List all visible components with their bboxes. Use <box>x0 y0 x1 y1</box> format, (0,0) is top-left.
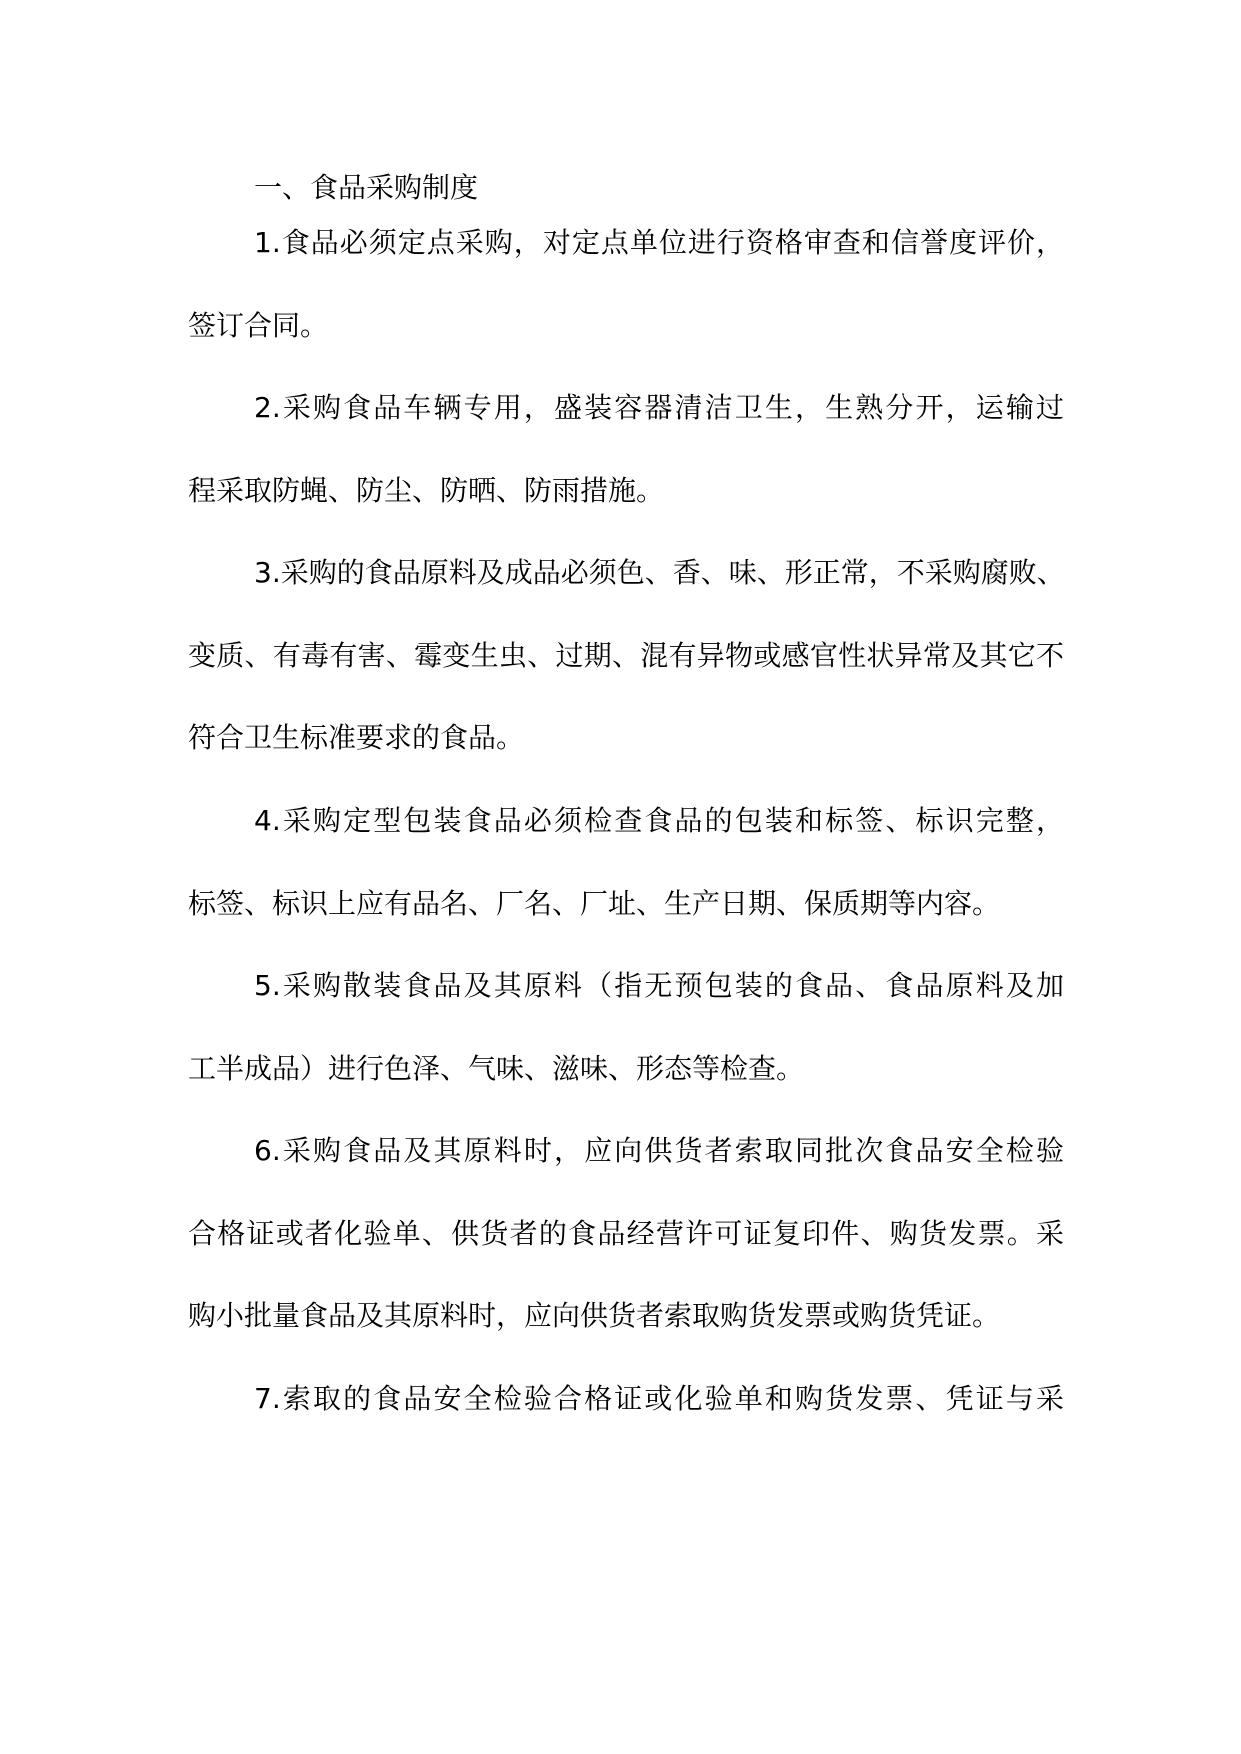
paragraph-3-line-1: 3.采购的食品原料及成品必须色、香、味、形正常，不采购腐败、 <box>254 556 1065 589</box>
paragraph-4-line-2: 标签、标识上应有品名、厂名、厂址、生产日期、保质期等内容。 <box>188 887 1001 920</box>
paragraph-6-line-3: 购小批量食品及其原料时，应向供货者索取购货发票或购货凭证。 <box>188 1299 1001 1332</box>
section-heading: 一、食品采购制度 <box>254 171 479 204</box>
paragraph-6-line-1: 6.采购食品及其原料时，应向供货者索取同批次食品安全检验 <box>254 1134 1064 1167</box>
paragraph-1-line-1: 1.食品必须定点采购，对定点单位进行资格审查和信誉度评价， <box>254 226 1064 259</box>
paragraph-2-line-2: 程采取防蝇、防尘、防晒、防雨措施。 <box>188 474 665 507</box>
paragraph-4-line-1: 4.采购定型包装食品必须检查食品的包装和标签、标识完整， <box>254 804 1064 837</box>
paragraph-3-line-3: 符合卫生标准要求的食品。 <box>188 721 525 754</box>
paragraph-7-line-1: 7.索取的食品安全检验合格证或化验单和购货发票、凭证与采 <box>254 1382 1064 1415</box>
paragraph-2-line-1: 2.采购食品车辆专用，盛装容器清洁卫生，生熟分开，运输过 <box>254 391 1064 424</box>
paragraph-5-line-1: 5.采购散装食品及其原料（指无预包装的食品、食品原料及加 <box>254 969 1064 1002</box>
paragraph-1-line-2: 签订合同。 <box>188 309 329 342</box>
paragraph-3-line-2: 变质、有毒有害、霉变生虫、过期、混有异物或感官性状异常及其它不 <box>188 639 1064 672</box>
paragraph-5-line-2: 工半成品）进行色泽、气味、滋味、形态等检查。 <box>188 1052 805 1085</box>
paragraph-6-line-2: 合格证或者化验单、供货者的食品经营许可证复印件、购货发票。采 <box>188 1217 1064 1250</box>
